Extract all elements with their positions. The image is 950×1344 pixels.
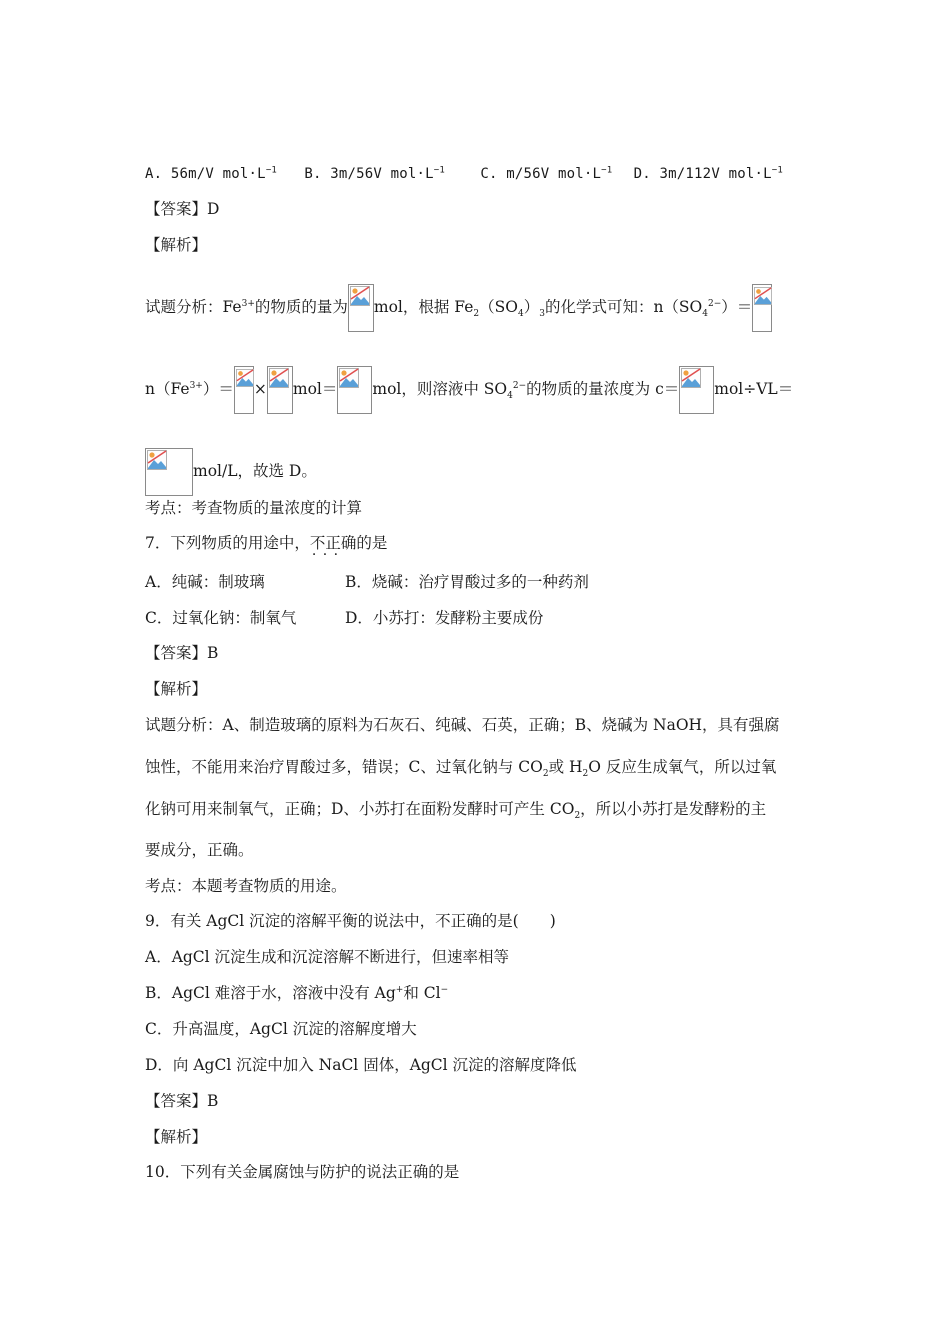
- q6-options: A. 56m/V $mol\cdot L^{-1}$ B. 3m/56V $mol\cdot L^{-1}$ C. m/56V $mol\cdot L^{-1}$ D. 3m/112V $mol\cdot L^{-1}$: [145, 165, 783, 182]
- q7-stem: 7．下列物质的用途中，不正确 · · ·的是: [145, 533, 387, 553]
- q7-kaodian: 考点：本题考查物质的用途。: [145, 877, 347, 895]
- q6-analysis-heading: 【解析】: [145, 236, 208, 254]
- q7-analysis-line-2: 蚀性，不能用来治疗胃酸过多，错误；C、过氧化钠与 $CO_2$或 $H_2O$ 反应生成氧气，所以过氧: [145, 758, 777, 780]
- q6-analysis-line-1: 试题分析：$Fe^{3+}$的物质的量为 mol，根据 $Fe_2(SO_4)_3$的化学式可知：$n(SO_4^{2-})=$: [145, 284, 772, 304]
- q6-kaodian: 考点：考查物质的量浓度的计算: [145, 499, 363, 517]
- q9-option-b: B．AgCl 难溶于水，溶液中没有 Ag+和 Cl−: [145, 984, 449, 1002]
- q7-analysis-line-3: 化钠可用来制氧气，正确；D、小苏打在面粉发酵时可产生 $CO_2$，所以小苏打是发酵粉的主: [145, 800, 767, 822]
- q6-option-d: D. 3m/112V mol·L: [633, 166, 772, 182]
- q9-option-c: C．升高温度，AgCl 沉淀的溶解度增大: [145, 1020, 417, 1038]
- broken-image-icon: [752, 284, 772, 332]
- broken-image-icon: [337, 366, 372, 414]
- q10-stem: 10．下列有关金属腐蚀与防护的说法正确的是: [145, 1163, 460, 1181]
- q7-analysis-heading: 【解析】: [145, 680, 208, 698]
- q6-option-b: B. 3m/56V mol·L: [304, 166, 434, 182]
- broken-image-icon: [348, 284, 374, 332]
- q9-analysis-heading: 【解析】: [145, 1128, 208, 1146]
- q6-answer: 【答案】D: [145, 200, 220, 218]
- broken-image-icon: [267, 366, 293, 414]
- q6-option-c: C. m/56V mol·L: [480, 166, 602, 182]
- q7-answer: 【答案】B: [145, 644, 219, 662]
- q7-options-row-2: [145, 608, 543, 628]
- broken-image-icon: [145, 448, 193, 496]
- q9-option-d: D．向 AgCl 沉淀中加入 NaCl 固体，AgCl 沉淀的溶解度降低: [145, 1056, 577, 1074]
- q7-option-a: A．纯碱：制玻璃: [145, 573, 265, 591]
- q7-option-d: D．小苏打：发酵粉主要成份: [345, 609, 544, 627]
- broken-image-icon: [679, 366, 714, 414]
- q6-option-a: A. 56m/V mol·L: [145, 166, 266, 182]
- broken-image-icon: [234, 366, 254, 414]
- q6-analysis-line-2: $n(Fe^{3+})=$ × mol＝ mol，则溶液中 $SO_4^{2-}$的物质的量浓度为 c＝ mol÷VL＝: [145, 366, 793, 386]
- q9-option-a: A．AgCl 沉淀生成和沉淀溶解不断进行，但速率相等: [145, 948, 510, 966]
- q7-analysis-line-4: 要成分，正确。: [145, 841, 254, 859]
- emphasis-dotted: 不正确 · · ·: [310, 534, 357, 552]
- q7-options-row-1: [145, 572, 589, 592]
- q9-answer: 【答案】B: [145, 1092, 219, 1110]
- q9-stem: 9．有关 AgCl 沉淀的溶解平衡的说法中，不正确的是( ): [145, 912, 556, 930]
- q6-analysis-line-3: mol/L，故选 D。: [145, 448, 317, 468]
- q7-option-b: B．烧碱：治疗胃酸过多的一种药剂: [345, 573, 589, 591]
- q7-analysis-line-1: 试题分析：A、制造玻璃的原料为石灰石、纯碱、石英，正确；B、烧碱为 NaOH，具有强腐: [145, 716, 780, 734]
- q7-option-c: C．过氧化钠：制氧气: [145, 609, 297, 627]
